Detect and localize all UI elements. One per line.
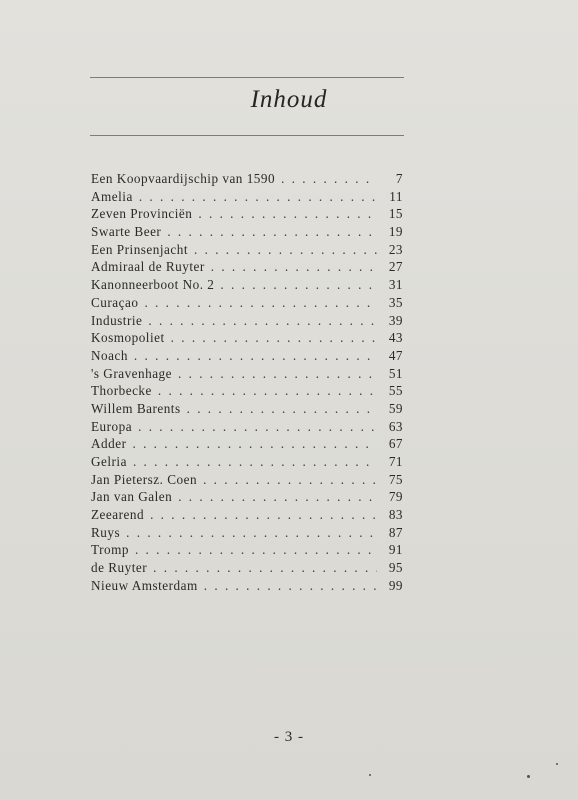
toc-entry-page: 47 bbox=[388, 347, 403, 363]
toc-entry bbox=[91, 241, 403, 259]
toc-entry-title: Een Koopvaardijschip van 1590 bbox=[91, 171, 276, 186]
toc-entry bbox=[91, 506, 403, 524]
toc-entry-title: Tromp bbox=[91, 542, 129, 558]
top-rule bbox=[90, 77, 404, 78]
toc-leader-dots bbox=[211, 258, 377, 276]
bottom-rule bbox=[90, 135, 404, 136]
toc-leader-dots bbox=[138, 418, 377, 436]
toc-entry bbox=[91, 524, 403, 542]
toc-entry bbox=[91, 294, 403, 312]
toc-entry-title: Jan Pietersz. Coen bbox=[91, 471, 198, 487]
toc-leader-dots bbox=[178, 488, 377, 506]
toc-entry bbox=[91, 559, 403, 577]
toc-entry-page: 43 bbox=[388, 330, 403, 346]
toc-entry-page: 7 bbox=[395, 171, 403, 186]
toc-entry bbox=[91, 188, 403, 206]
toc-entry-page: 63 bbox=[388, 418, 403, 434]
toc-leader-dots bbox=[220, 276, 377, 294]
toc-entry-page: 35 bbox=[388, 294, 403, 310]
toc-entry bbox=[91, 435, 403, 453]
toc-entry-title: Willem Barents bbox=[91, 400, 181, 416]
toc-entry bbox=[91, 382, 403, 400]
toc-leader-dots bbox=[139, 188, 377, 206]
toc-leader-dots bbox=[281, 170, 377, 188]
toc-entry-title: Kanonneerboot No. 2 bbox=[91, 277, 215, 293]
toc-entry-title: Thorbecke bbox=[91, 383, 152, 399]
toc-leader-dots bbox=[167, 223, 377, 241]
toc-leader-dots bbox=[187, 400, 377, 418]
toc-entry bbox=[91, 541, 403, 559]
toc-entry bbox=[91, 488, 403, 506]
toc-entry-page: 19 bbox=[388, 224, 403, 240]
toc-entry-page: 51 bbox=[388, 365, 403, 381]
toc-entry-page: 67 bbox=[388, 436, 403, 452]
toc-entry-page: 23 bbox=[388, 241, 403, 257]
toc-leader-dots bbox=[150, 506, 377, 524]
toc-entry-page: 15 bbox=[388, 206, 403, 222]
toc-entry-title: 's Gravenhage bbox=[91, 365, 173, 381]
toc-entry-title: Zeearend bbox=[91, 507, 145, 523]
toc-entry-title: Adder bbox=[91, 436, 127, 452]
toc-entry bbox=[91, 471, 403, 489]
toc-entry-title: de Ruyter bbox=[91, 560, 148, 576]
toc-entry-title: Noach bbox=[91, 347, 128, 363]
toc-leader-dots bbox=[198, 205, 377, 223]
toc-entry-title: Europa bbox=[91, 418, 133, 434]
toc-entry-page: 79 bbox=[388, 489, 403, 505]
toc-entry-page: 75 bbox=[388, 471, 403, 487]
toc-entry bbox=[91, 418, 403, 436]
toc-entry-page: 39 bbox=[388, 312, 403, 328]
toc-entry bbox=[91, 276, 403, 294]
toc-entry-page: 71 bbox=[388, 454, 403, 469]
toc-entry bbox=[91, 170, 403, 188]
toc-entry bbox=[91, 329, 403, 347]
toc-leader-dots bbox=[158, 382, 377, 400]
table-of-contents bbox=[91, 170, 403, 595]
toc-leader-dots bbox=[153, 559, 377, 577]
toc-entry-page: 83 bbox=[388, 507, 403, 523]
toc-leader-dots bbox=[126, 524, 377, 542]
toc-entry-page: 91 bbox=[388, 542, 403, 558]
toc-entry bbox=[91, 365, 403, 383]
toc-leader-dots bbox=[203, 471, 377, 489]
page-title: Inhoud bbox=[250, 86, 328, 113]
toc-entry-title: Industrie bbox=[91, 312, 143, 328]
toc-entry-title: Ruys bbox=[91, 524, 121, 540]
toc-entry-title: Nieuw Amsterdam bbox=[91, 577, 198, 593]
paper-speck bbox=[556, 763, 558, 765]
toc-leader-dots bbox=[148, 312, 377, 330]
toc-entry-page: 59 bbox=[388, 400, 403, 416]
toc-entry-page: 55 bbox=[388, 383, 403, 399]
toc-entry bbox=[91, 400, 403, 418]
toc-entry-title: Curaçao bbox=[91, 294, 139, 310]
toc-entry-page: 87 bbox=[388, 524, 403, 540]
toc-entry-title: Zeven Provinciën bbox=[91, 206, 193, 222]
toc-leader-dots bbox=[194, 241, 377, 259]
toc-leader-dots bbox=[133, 453, 377, 471]
toc-leader-dots bbox=[134, 347, 377, 365]
toc-leader-dots bbox=[204, 577, 377, 595]
toc-entry-page: 95 bbox=[388, 560, 403, 576]
paper-speck bbox=[369, 774, 371, 776]
toc-entry-title: Admiraal de Ruyter bbox=[91, 259, 205, 275]
paper-speck bbox=[527, 775, 530, 778]
toc-entry bbox=[91, 577, 403, 595]
toc-entry bbox=[91, 347, 403, 365]
toc-entry bbox=[91, 258, 403, 276]
toc-entry-title: Swarte Beer bbox=[91, 224, 162, 240]
toc-leader-dots bbox=[135, 541, 377, 559]
toc-entry-title: Kosmopoliet bbox=[91, 330, 165, 346]
toc-entry-title: Jan van Galen bbox=[91, 489, 173, 505]
toc-entry bbox=[91, 223, 403, 241]
toc-leader-dots bbox=[144, 294, 377, 312]
toc-leader-dots bbox=[178, 365, 377, 383]
toc-leader-dots bbox=[132, 435, 377, 453]
toc-entry bbox=[91, 453, 403, 471]
toc-entry-title: Een Prinsenjacht bbox=[91, 241, 188, 257]
toc-leader-dots bbox=[171, 329, 377, 347]
toc-entry-title: Amelia bbox=[91, 188, 133, 204]
toc-entry bbox=[91, 312, 403, 330]
toc-entry-page: 27 bbox=[388, 259, 403, 275]
toc-entry-page: 99 bbox=[388, 577, 403, 593]
toc-entry-page: 31 bbox=[388, 277, 403, 293]
toc-entry-page: 11 bbox=[389, 188, 403, 204]
page-number: - 3 - bbox=[274, 729, 304, 745]
toc-entry bbox=[91, 205, 403, 223]
toc-entry-title: Gelria bbox=[91, 454, 127, 469]
